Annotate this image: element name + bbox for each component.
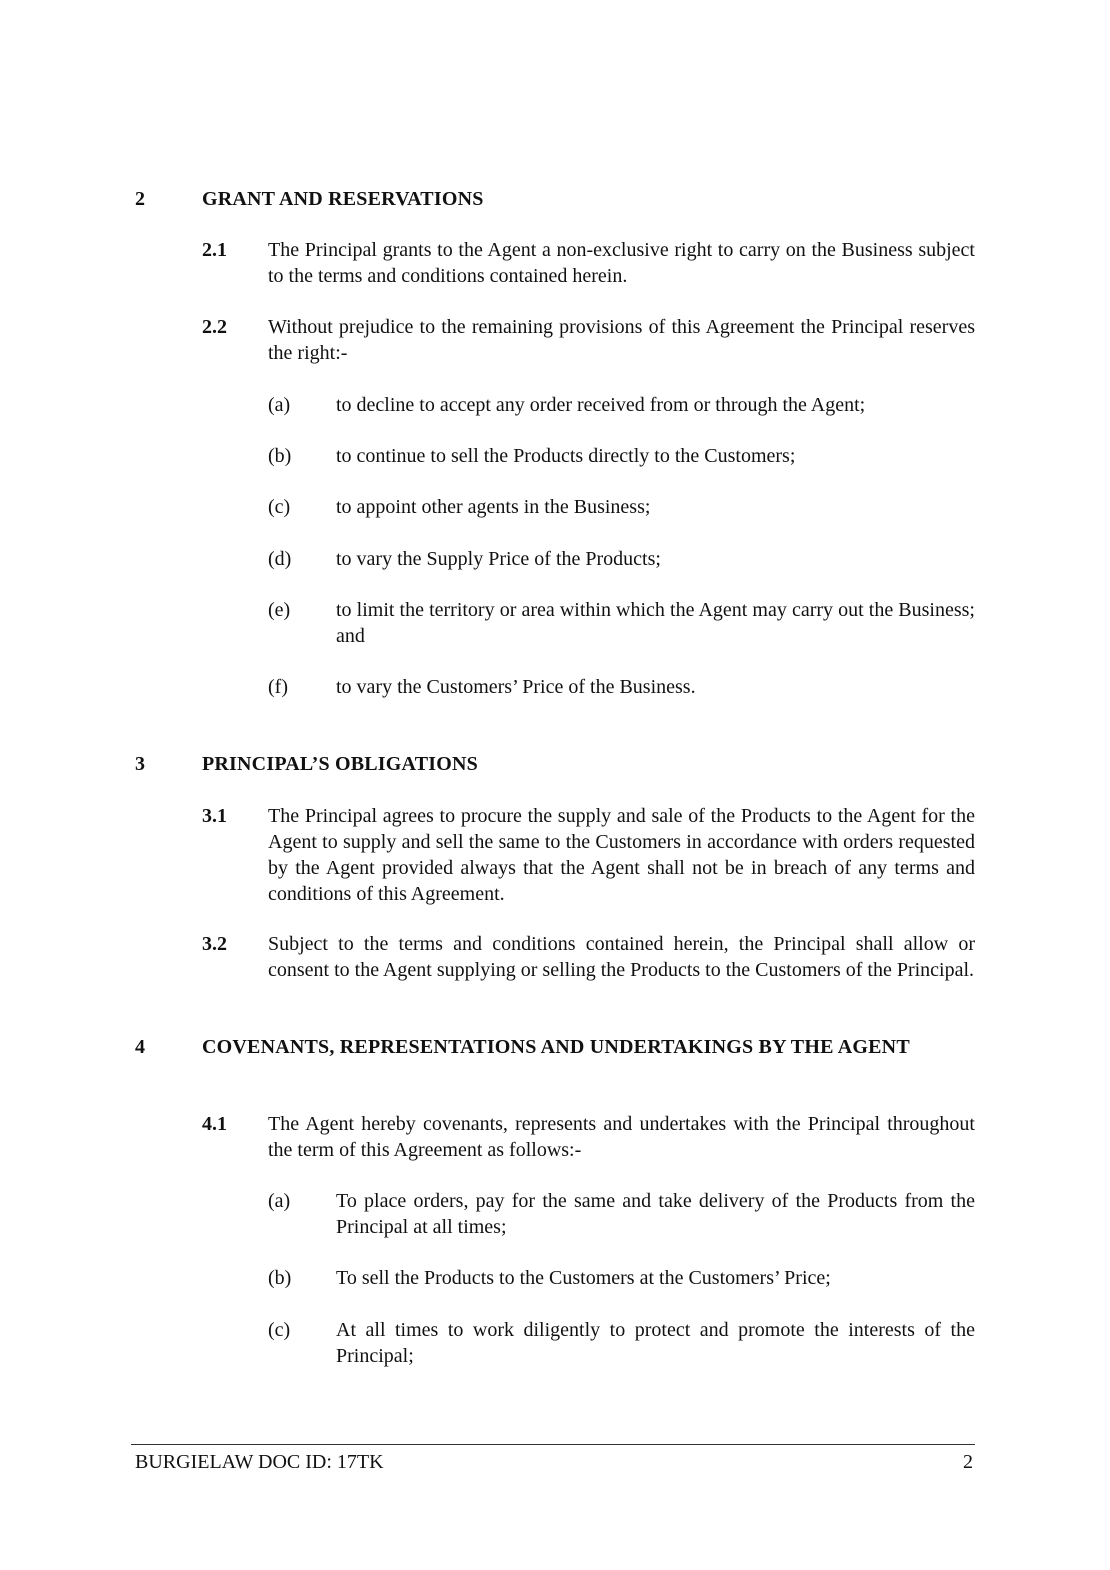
item-label: (b)	[268, 445, 292, 467]
item-label: (e)	[268, 599, 291, 621]
page-number: 2	[963, 1451, 973, 1473]
item-label: (c)	[268, 496, 291, 518]
section-number: 4	[135, 1036, 145, 1058]
item-text: to appoint other agents in the Business;	[336, 496, 651, 518]
item-text: to decline to accept any order received from or through the Agent;	[336, 394, 866, 416]
item-text: to vary the Supply Price of the Products;	[336, 548, 661, 570]
item-text: to vary the Customers’ Price of the Business.	[336, 676, 696, 698]
footer-doc-id: BURGIELAW DOC ID: 17TK	[135, 1451, 384, 1473]
item-label: (f)	[268, 676, 288, 698]
section-title: GRANT AND RESERVATIONS	[202, 188, 484, 210]
item-text: To sell the Products to the Customers at the Customers’ Price;	[336, 1267, 831, 1289]
item-text: to continue to sell the Products directly to the Customers;	[336, 445, 796, 467]
footer-divider	[131, 1444, 975, 1445]
clause-text: The Agent hereby covenants, represents and undertakes with the Principal throughout the term of this Agreement as follows:-	[268, 1113, 975, 1161]
item-text: To place orders, pay for the same and take delivery of the Products from the Principal at all times;	[336, 1190, 975, 1238]
clause-text: The Principal agrees to procure the supply and sale of the Products to the Agent for the Agent to supply and sell the same to the Customers in accordance with orders requested by the Agent provided always that the Agent shall not be in breach of any terms and conditions of this Agreement.	[268, 805, 975, 905]
item-text: At all times to work diligently to protect and promote the interests of the Principal;	[336, 1319, 975, 1367]
item-label: (b)	[268, 1267, 292, 1289]
clause-number: 4.1	[202, 1113, 227, 1135]
clause-number: 2.1	[202, 239, 227, 261]
clause-text: The Principal grants to the Agent a non-exclusive right to carry on the Business subject to the terms and conditions contained herein.	[268, 239, 975, 287]
clause-number: 3.2	[202, 933, 227, 955]
section-title: PRINCIPAL’S OBLIGATIONS	[202, 753, 478, 775]
item-label: (a)	[268, 394, 291, 416]
clause-text: Subject to the terms and conditions contained herein, the Principal shall allow or consent to the Agent supplying or selling the Products to the Customers of the Principal.	[268, 933, 975, 981]
clause-number: 3.1	[202, 805, 227, 827]
section-number: 2	[135, 188, 145, 210]
clause-text: Without prejudice to the remaining provisions of this Agreement the Principal reserves the right:-	[268, 316, 975, 364]
clause-number: 2.2	[202, 316, 227, 338]
section-number: 3	[135, 753, 145, 775]
item-label: (c)	[268, 1319, 291, 1341]
item-text: to limit the territory or area within which the Agent may carry out the Business; and	[336, 599, 975, 647]
section-title: COVENANTS, REPRESENTATIONS AND UNDERTAKINGS BY THE AGENT	[202, 1036, 910, 1058]
item-label: (a)	[268, 1190, 291, 1212]
item-label: (d)	[268, 548, 292, 570]
